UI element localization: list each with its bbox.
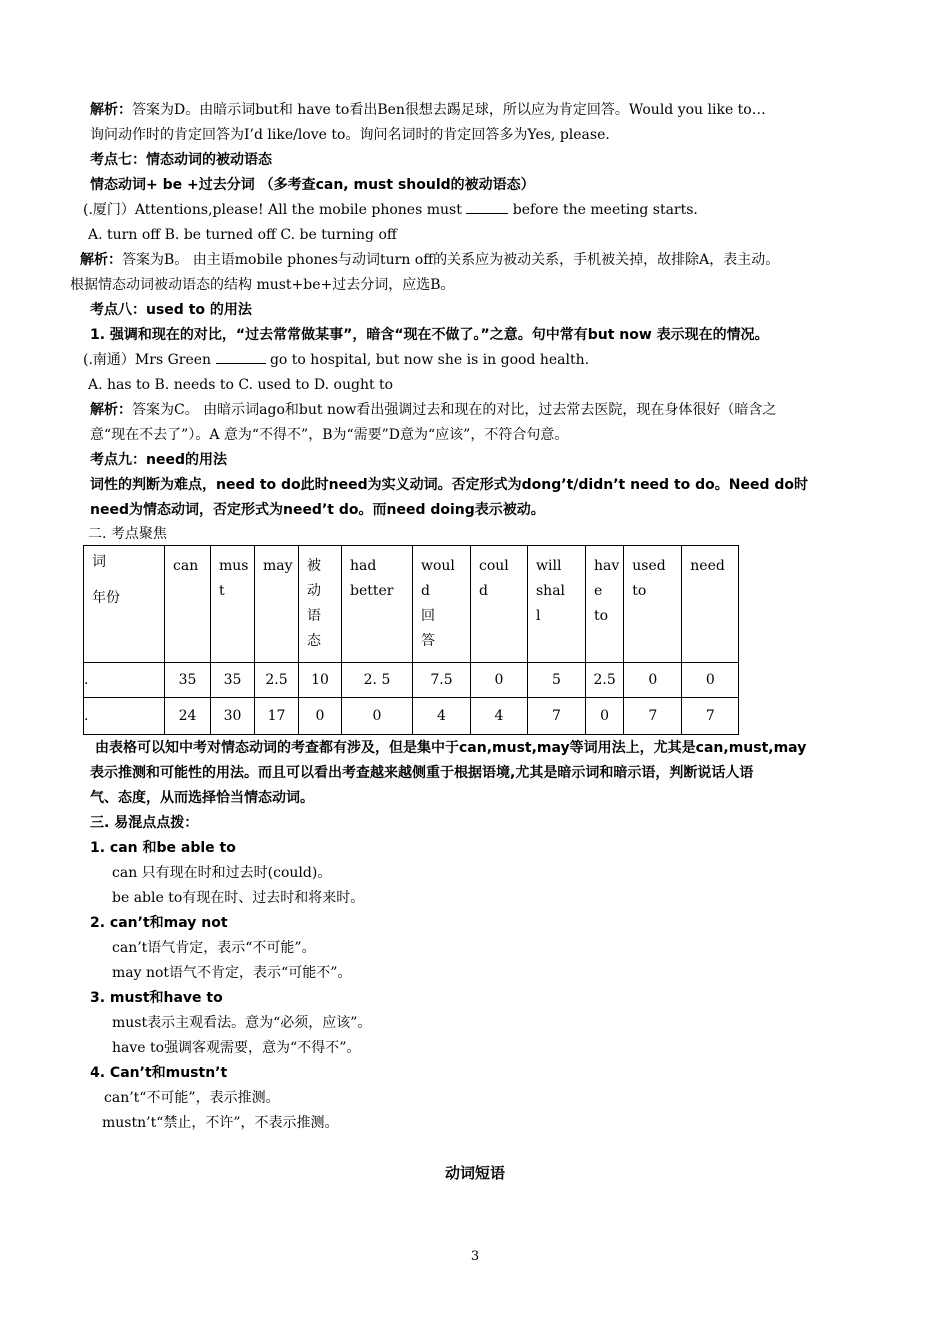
year-cell: .	[84, 698, 165, 735]
header-cell: will shal l	[528, 546, 586, 663]
analysis-label: 解析：	[80, 252, 122, 268]
analysis-line-1	[90, 100, 766, 120]
section-2-heading: 二. 考点聚焦	[88, 526, 167, 542]
question-text-end: go to hospital, but now she is in good health.	[265, 352, 590, 368]
analysis-line-4: 根据情态动词被动语态的结构 must+be+过去分词，应选B。	[70, 277, 455, 293]
value-cell: 10	[299, 663, 342, 698]
value-cell: 2.5	[255, 663, 299, 698]
corner-year: 年份	[92, 590, 120, 606]
analysis-line-3	[80, 250, 779, 270]
page-number: 3	[470, 1249, 480, 1264]
question-text: (.厦门）Attentions,please! All the mobile phones must	[83, 202, 467, 218]
value-cell: 4	[471, 698, 528, 735]
point-9-rule-1: 词性的判断为难点，need to do此时need为实义动词。否定形式为dong’t/didn’t need to do。Need do时	[90, 477, 809, 493]
exam-frequency-table	[83, 545, 739, 735]
header-cell: coul d	[471, 546, 528, 663]
confusion-item-title: 2. can’t和may not	[90, 915, 228, 931]
analysis-label: 解析：	[90, 102, 132, 118]
header-cell: hav e to	[586, 546, 624, 663]
header-cell: used to	[624, 546, 682, 663]
summary-line-1: 由表格可以知中考对情态动词的考查都有涉及，但是集中于can,must,may等词用法上，尤其是can,must,may	[95, 740, 807, 756]
header-cell: can	[165, 546, 211, 663]
value-cell: 0	[299, 698, 342, 735]
confusion-item-line: may not语气不肯定，表示“可能不”。	[112, 965, 352, 981]
point-8-heading: 考点八：used to 的用法	[90, 302, 252, 318]
value-cell: 30	[211, 698, 255, 735]
table-header-row	[84, 546, 739, 663]
analysis-line-2: 询问动作时的肯定回答为I’d like/love to。询问名词时的肯定回答多为Yes, please.	[90, 127, 610, 143]
question-text-end: before the meeting starts.	[508, 202, 698, 218]
value-cell: 0	[342, 698, 413, 735]
section-title: 动词短语	[444, 1164, 505, 1182]
value-cell: 0	[471, 663, 528, 698]
question-text: (.南通）Mrs Green	[83, 352, 216, 368]
confusion-item-line: can 只有现在时和过去时(could)。	[112, 865, 332, 881]
answer-blank	[466, 201, 508, 214]
value-cell: 0	[682, 663, 739, 698]
analysis-line-5	[90, 400, 776, 420]
point-9-heading: 考点九：need的用法	[90, 452, 227, 468]
value-cell: 17	[255, 698, 299, 735]
point-7-rule: 情态动词+ be +过去分词 （多考查can, must should的被动语态）	[90, 177, 535, 193]
year-cell: .	[84, 663, 165, 698]
analysis-text: 答案为C。 由暗示词ago和but now看出强调过去和现在的对比，过去常去医院，现在身体很好（暗含之	[132, 402, 777, 418]
confusion-item-line: have to强调客观需要，意为“不得不”。	[112, 1040, 361, 1056]
value-cell: 35	[211, 663, 255, 698]
section-3-heading: 三. 易混点点拨：	[90, 815, 199, 831]
options-line: A. turn off B. be turned off C. be turning off	[88, 227, 397, 243]
point-7-heading: 考点七：情态动词的被动语态	[90, 152, 272, 168]
value-cell: 2.5	[586, 663, 624, 698]
value-cell: 7	[528, 698, 586, 735]
confusion-item-line: can’t语气肯定，表示“不可能”。	[112, 940, 316, 956]
header-cell: 被 动 语 态	[299, 546, 342, 663]
header-cell: may	[255, 546, 299, 663]
analysis-label: 解析：	[90, 402, 132, 418]
header-cell: mus t	[211, 546, 255, 663]
analysis-text: 答案为D。由暗示词but和 have to看出Ben很想去踢足球，所以应为肯定回答。Would you like to…	[132, 102, 766, 118]
table-row	[84, 698, 739, 735]
table-row	[84, 663, 739, 698]
value-cell: 5	[528, 663, 586, 698]
value-cell: 7	[624, 698, 682, 735]
value-cell: 0	[624, 663, 682, 698]
answer-blank	[216, 351, 266, 364]
header-cell: woul d 回 答	[413, 546, 471, 663]
confusion-item-title: 4. Can’t和mustn’t	[90, 1065, 228, 1081]
question-xiamen	[83, 200, 698, 220]
summary-line-3: 气、态度，从而选择恰当情态动词。	[90, 790, 314, 806]
confusion-item-line: be able to有现在时、过去时和将来时。	[112, 890, 365, 906]
header-cell: had better	[342, 546, 413, 663]
point-9-rule-2: need为情态动词，否定形式为need’t do。而need doing表示被动。	[90, 502, 545, 518]
header-cell: need	[682, 546, 739, 663]
value-cell: 24	[165, 698, 211, 735]
point-8-rule: 1. 强调和现在的对比，“过去常常做某事”，暗含“现在不做了。”之意。句中常有but now 表示现在的情况。	[90, 327, 769, 343]
value-cell: 4	[413, 698, 471, 735]
summary-line-2: 表示推测和可能性的用法。而且可以看出考查越来越侧重于根据语境,尤其是暗示词和暗示语，判断说话人语	[90, 765, 754, 781]
options-line: A. has to B. needs to C. used to D. ought to	[88, 377, 394, 393]
confusion-item-line: must表示主观看法。意为“必须，应该”。	[112, 1015, 372, 1031]
confusion-item-line: can’t“不可能”，表示推测。	[104, 1090, 280, 1106]
value-cell: 35	[165, 663, 211, 698]
value-cell: 0	[586, 698, 624, 735]
question-nantong	[83, 350, 589, 370]
value-cell: 7.5	[413, 663, 471, 698]
corner-cell	[84, 546, 165, 663]
confusion-item-title: 1. can 和be able to	[90, 840, 236, 856]
confusion-item-line: mustn’t“禁止，不许”，不表示推测。	[102, 1115, 339, 1131]
confusion-item-title: 3. must和have to	[90, 990, 223, 1006]
analysis-text: 答案为B。 由主语mobile phones与动词turn off的关系应为被动关系，手机被关掉，故排除A，表主动。	[122, 252, 780, 268]
analysis-line-6: 意“现在不去了”）。A 意为“不得不”，B为“需要”D意为“应该”，不符合句意。	[90, 427, 569, 443]
value-cell: 7	[682, 698, 739, 735]
corner-word: 词	[92, 554, 106, 570]
value-cell: 2. 5	[342, 663, 413, 698]
